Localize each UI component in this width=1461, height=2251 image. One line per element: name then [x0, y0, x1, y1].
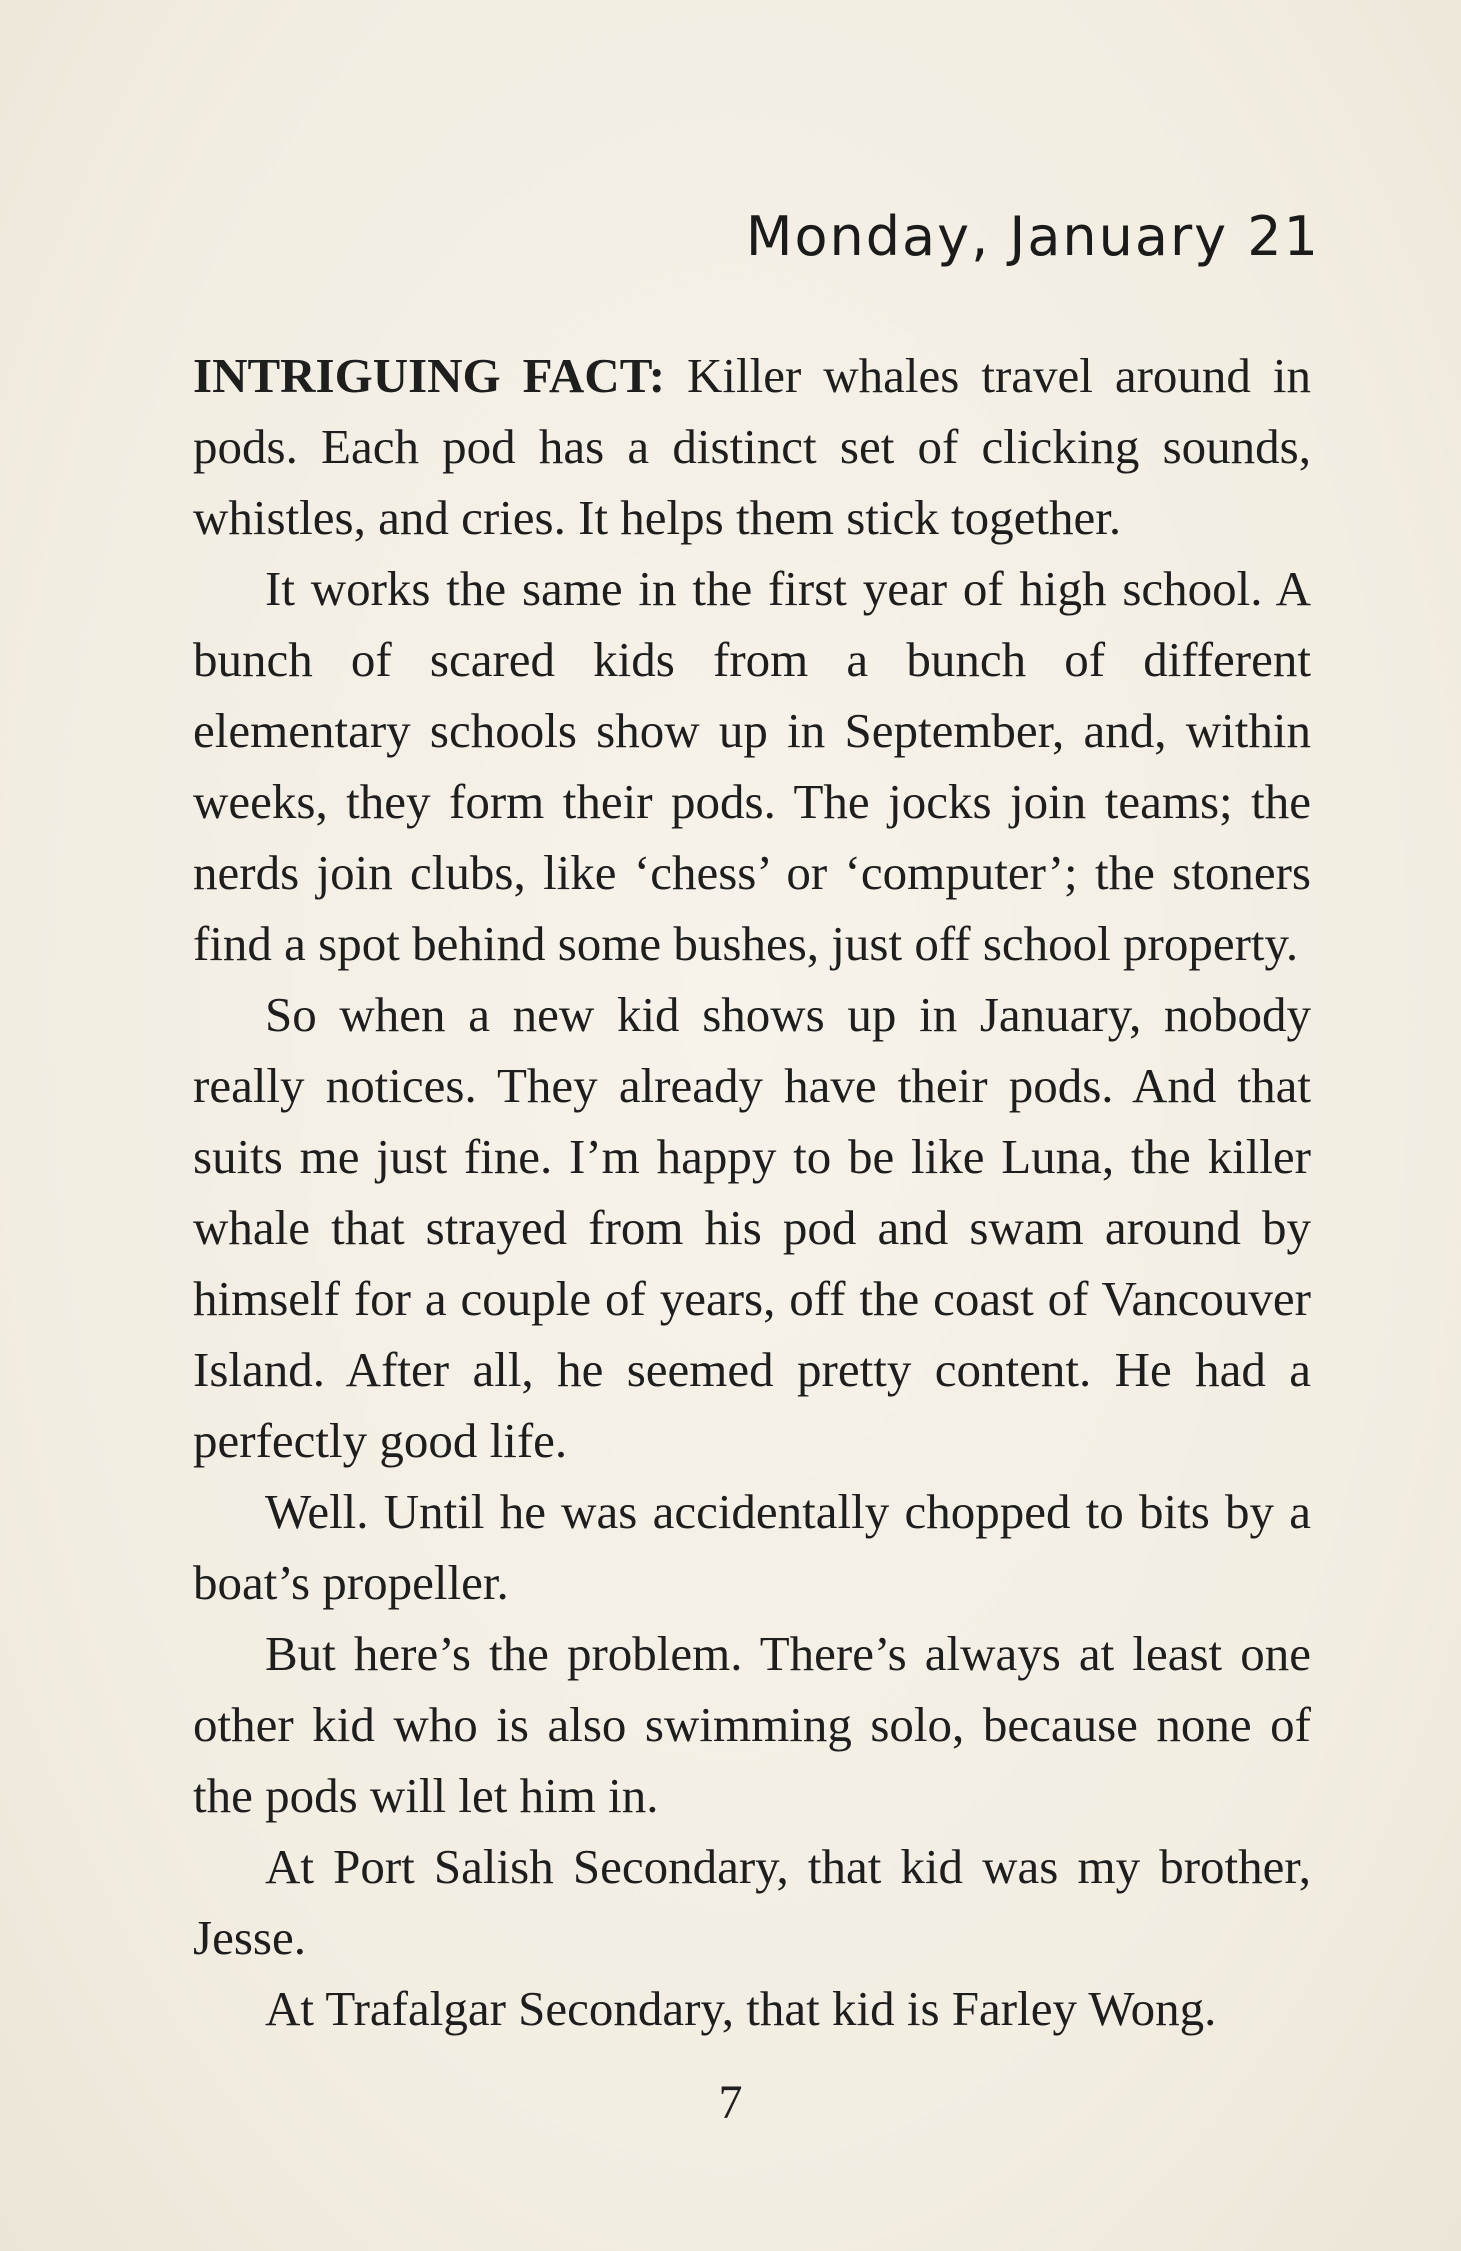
intriguing-fact-label: INTRIGUING FACT: [193, 348, 666, 403]
chapter-heading: Monday, January 21 [745, 205, 1320, 268]
paragraph-5: But here’s the problem. There’s always at least one other kid who is also swimming solo, because none of the pods will let him in. [193, 1626, 1311, 1823]
paragraph-3: So when a new kid shows up in January, nobody really notices. They already have their pods. And that suits me just fine. I’m happy to be like Luna, the killer whale that strayed from his pod and swam around by himself for a couple of years, off the coast of Vancouver Island. After all, he seemed pretty content. He had a perfectly good life. [193, 987, 1311, 1468]
paragraph-1-text: Killer whales travel around in pods. Each pod has a distinct set of clicking sounds, whistles, and cries. It helps them stick together. [193, 348, 1311, 545]
paragraph-2: It works the same in the first year of high school. A bunch of scared kids from a bunch of different elementary schools show up in September, and, within weeks, they form their pods. The jocks join teams; the nerds join clubs, like ‘chess’ or ‘computer’; the stoners find a spot behind some bushes, just off school property. [193, 561, 1311, 971]
paragraph-7: At Trafalgar Secondary, that kid is Farley Wong. [265, 1981, 1217, 2036]
page-number: 7 [718, 2076, 743, 2129]
body-text [193, 340, 1311, 2044]
paragraph-6: At Port Salish Secondary, that kid was my brother, Jesse. [193, 1839, 1311, 1965]
paragraph-4: Well. Until he was accidentally chopped to bits by a boat’s propeller. [193, 1484, 1311, 1610]
paragraph-1 [193, 340, 1311, 553]
